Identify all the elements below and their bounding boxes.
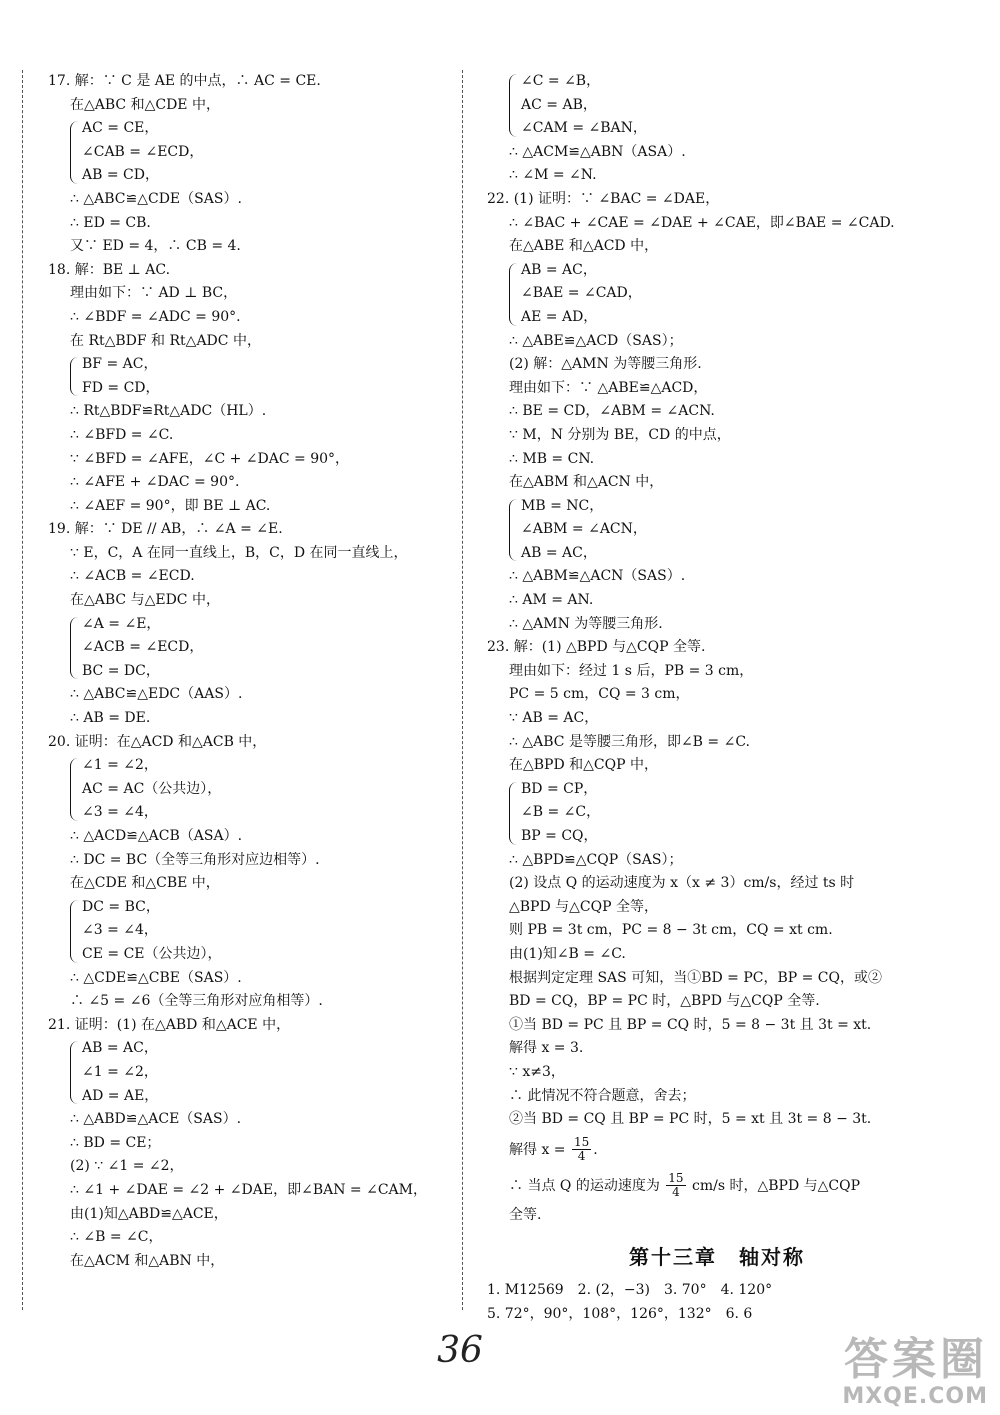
q22-line3: 在△ABE 和△ACD 中，	[509, 238, 659, 255]
q18-system	[48, 353, 448, 400]
q23-sys-3: BP = CQ，	[521, 828, 598, 844]
q21b-system	[487, 70, 947, 141]
brace-icon	[509, 263, 518, 326]
q21b-sys-3: ∠CAM = ∠BAN，	[521, 120, 647, 137]
q22-sys2-1: MB = NC，	[521, 497, 604, 514]
q21b-line2: ∴ ∠M = ∠N.	[509, 167, 597, 184]
q22-sys2-3: AB = AC，	[521, 544, 597, 561]
fraction-15-4	[572, 1136, 591, 1163]
q17-line1: 17. 解：∵ C 是 AE 的中点，∴ AC = CE.	[48, 73, 321, 89]
q23-system	[487, 778, 947, 849]
brace-icon	[70, 758, 79, 821]
q23-line13: BD = CQ，BP = PC 时，△BPD 与△CQP 全等.	[509, 993, 820, 1010]
q23-line19	[487, 1132, 947, 1168]
q23-line6: 在△BPD 和△CQP 中，	[509, 757, 658, 774]
q22-line4: ∴ △ABE≌△ACD（SAS）；	[509, 332, 683, 349]
q20-line5: ∴ △CDE≌△CBE（SAS）.	[70, 969, 242, 986]
q22-line12: ∴ AM = AN.	[509, 592, 594, 609]
q22-line7: ∴ BE = CD，∠ABM = ∠ACN.	[509, 403, 715, 420]
q22-system1	[487, 259, 947, 330]
fraction-numerator: 15	[668, 1171, 684, 1186]
q20-line1: 20. 证明：在△ACD 和△ACB 中，	[48, 733, 267, 750]
q18-line5: ∴ Rt△BDF≌Rt△ADC（HL）.	[70, 403, 267, 420]
q20-sys2-1: DC = BC，	[82, 898, 160, 915]
q21-line2: ∴ △ABD≌△ACE（SAS）.	[70, 1111, 242, 1128]
q18-line6: ∴ ∠BFD = ∠C.	[70, 426, 174, 443]
fraction-numerator: 15	[573, 1135, 590, 1150]
q23-sys-2: ∠B = ∠C，	[521, 804, 601, 821]
q22-sys2-2: ∠ABM = ∠ACN，	[521, 521, 647, 538]
q20-sys2-3: CE = CE（公共边），	[82, 945, 222, 962]
q20-line2: ∴ △ACD≌△ACB（ASA）.	[70, 828, 243, 844]
q17-sys-1: AC = CE，	[82, 120, 159, 137]
brace-icon	[70, 1041, 79, 1104]
q18-line2: 理由如下：∵ AD ⊥ BC，	[70, 285, 238, 302]
q21b-line1: ∴ △ACM≌△ABN（ASA）.	[509, 143, 686, 160]
q23-line9: △BPD 与△CQP 全等，	[509, 898, 658, 915]
q18-line7: ∵ ∠BFD = ∠AFE，∠C + ∠DAC = 90°，	[70, 450, 350, 467]
q23-line1: 23. 解：(1) △BPD 与△CQP 全等.	[487, 639, 706, 656]
q22-system2	[487, 495, 947, 566]
q20-line6: ∴ ∠5 = ∠6（全等三角形对应角相等）.	[70, 993, 323, 1010]
q18-line1: 18. 解：BE ⊥ AC.	[48, 261, 171, 278]
right-column	[487, 70, 947, 1327]
q19-line3: ∴ ∠ACB = ∠ECD.	[70, 568, 195, 585]
q21-line3: ∴ BD = CE；	[70, 1134, 161, 1151]
fraction-denominator: 4	[577, 1149, 586, 1164]
q22-line9: ∴ MB = CN.	[509, 450, 595, 467]
q23-line20-end: cm/s 时，△BPD 与△CQP	[692, 1177, 861, 1194]
q21b-sys-1: ∠C = ∠B，	[521, 73, 601, 89]
q19-sys-1: ∠A = ∠E，	[82, 615, 161, 632]
q20-line4: 在△CDE 和△CBE 中，	[70, 875, 220, 892]
q22-line6: 理由如下：∵ △ABE≌△ACD，	[509, 379, 708, 396]
watermark-logo	[788, 1335, 988, 1409]
q22-sys1-3: AE = AD，	[521, 308, 598, 325]
q23-line10: 则 PB = 3t cm，PC = 8 − 3t cm，CQ = xt cm.	[509, 922, 833, 939]
q22-sys1-2: ∠BAE = ∠CAD，	[521, 285, 642, 302]
q21-line6: 由(1)知△ABD≌△ACE，	[70, 1205, 228, 1222]
q21-system	[48, 1037, 448, 1108]
q23-line19-text: 解得 x =	[509, 1141, 566, 1158]
q23-line17: ∴ 此情况不符合题意，舍去；	[509, 1087, 696, 1104]
chapter-title: 第十三章 轴对称	[629, 1245, 805, 1270]
q22-line8: ∵ M，N 分别为 BE，CD 的中点，	[509, 426, 731, 443]
q18-line3: ∴ ∠BDF = ∠ADC = 90°.	[70, 308, 241, 325]
q17-line4: ∴ ED = CB.	[70, 214, 151, 231]
chapter-answers-2: 5. 72°，90°，108°，126°，132° 6. 6	[487, 1305, 753, 1322]
q18-line4: 在 Rt△BDF 和 Rt△ADC 中，	[70, 332, 261, 349]
brace-icon	[509, 74, 518, 137]
q20-sys1-1: ∠1 = ∠2，	[82, 757, 158, 774]
watermark-cn: 答案圈	[844, 1334, 988, 1385]
q21-sys-1: AB = AC，	[82, 1040, 158, 1057]
q17-line3: ∴ △ABC≌△CDE（SAS）.	[70, 190, 242, 207]
q21-sys-3: AD = AE，	[82, 1087, 159, 1104]
q23-line11: 由(1)知∠B = ∠C.	[509, 945, 626, 962]
q20-sys2-2: ∠3 = ∠4，	[82, 922, 158, 939]
page-number: 36	[437, 1330, 483, 1371]
q21-line8: 在△ACM 和△ABN 中，	[70, 1252, 225, 1269]
q17-line2: 在△ABC 和△CDE 中，	[70, 96, 220, 113]
q17-sys-2: ∠CAB = ∠ECD，	[82, 143, 204, 160]
brace-icon	[70, 617, 79, 680]
q23-line20-text: ∴ 当点 Q 的运动速度为	[509, 1177, 660, 1194]
q23-line16: ∵ x≠3，	[509, 1063, 565, 1080]
column-divider	[462, 70, 463, 1310]
q23-line15: 解得 x = 3.	[509, 1040, 584, 1057]
q22-sys1-1: AB = AC，	[521, 261, 597, 278]
q20-sys1-3: ∠3 = ∠4，	[82, 804, 158, 821]
q23-line2: 理由如下：经过 1 s 后，PB = 3 cm，	[509, 662, 754, 679]
q18-sys-1: BF = AC，	[82, 356, 158, 373]
q20-system1	[48, 754, 448, 825]
fraction-15-4	[666, 1172, 685, 1199]
brace-icon	[70, 357, 79, 396]
q23-line7: ∴ △BPD≌△CQP（SAS）；	[509, 851, 683, 868]
brace-icon	[70, 121, 79, 184]
chapter-answers-1: 1. M12569 2. (2，−3) 3. 70° 4. 120°	[487, 1282, 773, 1299]
q22-line1: 22. (1) 证明：∵ ∠BAC = ∠DAE，	[487, 190, 720, 207]
q18-line9: ∴ ∠AEF = 90°，即 BE ⊥ AC.	[70, 497, 271, 514]
left-column	[48, 70, 448, 1273]
q22-line2: ∴ ∠BAC + ∠CAE = ∠DAE + ∠CAE，即∠BAE = ∠CAD.	[509, 214, 895, 231]
q23-line5: ∴ △ABC 是等腰三角形，即∠B = ∠C.	[509, 733, 750, 750]
q22-line10: 在△ABM 和△ACN 中，	[509, 474, 664, 491]
q21b-sys-2: AC = AB，	[521, 96, 597, 113]
brace-icon	[70, 900, 79, 963]
q20-system2	[48, 896, 448, 967]
q22-line11: ∴ △ABM≌△ACN（SAS）.	[509, 568, 686, 585]
q20-sys1-2: AC = AC（公共边），	[82, 780, 222, 797]
q19-line4: 在△ABC 与△EDC 中，	[70, 592, 220, 609]
q22-line5: (2) 解：△AMN 为等腰三角形.	[509, 356, 702, 373]
q21-line5: ∴ ∠1 + ∠DAE = ∠2 + ∠DAE，即∠BAN = ∠CAM，	[70, 1181, 427, 1198]
q23-line3: PC = 5 cm，CQ = 3 cm，	[509, 686, 690, 703]
q23-sys-1: BD = CP，	[521, 780, 598, 797]
brace-icon	[509, 782, 518, 845]
q21-line1: 21. 证明：(1) 在△ABD 和△ACE 中，	[48, 1016, 291, 1033]
q17-system	[48, 117, 448, 188]
q19-line6: ∴ AB = DE.	[70, 710, 151, 727]
watermark-en: MXQE.COM	[842, 1384, 988, 1409]
q23-line14: ①当 BD = PC 且 BP = CQ 时，5 = 8 − 3t 且 3t = xt.	[509, 1016, 872, 1033]
q23-line20	[487, 1168, 947, 1204]
left-margin-divider	[22, 70, 23, 1310]
q19-sys-2: ∠ACB = ∠ECD，	[82, 639, 204, 656]
q20-line3: ∴ DC = BC（全等三角形对应边相等）.	[70, 851, 320, 868]
q22-line13: ∴ △AMN 为等腰三角形.	[509, 615, 663, 632]
q23-line12: 根据判定定理 SAS 可知，当①BD = PC，BP = CQ，或②	[509, 969, 882, 986]
q17-line5: 又∵ ED = 4，∴ CB = 4.	[70, 238, 241, 255]
q23-line19-end: .	[593, 1141, 598, 1158]
q23-line21: 全等.	[509, 1206, 542, 1223]
q21-line7: ∴ ∠B = ∠C，	[70, 1229, 163, 1246]
q19-line2: ∵ E，C，A 在同一直线上，B，C，D 在同一直线上，	[70, 544, 408, 561]
q18-line8: ∴ ∠AFE + ∠DAC = 90°.	[70, 474, 240, 491]
q23-line8: (2) 设点 Q 的运动速度为 x（x ≠ 3）cm/s，经过 ts 时	[509, 875, 855, 892]
q23-line18: ②当 BD = CQ 且 BP = PC 时，5 = xt 且 3t = 8 − 3t.	[509, 1111, 872, 1128]
brace-icon	[509, 499, 518, 562]
q19-line1: 19. 解：∵ DE // AB，∴ ∠A = ∠E.	[48, 521, 283, 538]
q19-sys-3: BC = DC，	[82, 662, 160, 679]
q21-line4: (2) ∵ ∠1 = ∠2，	[70, 1158, 184, 1175]
q21-sys-2: ∠1 = ∠2，	[82, 1063, 158, 1080]
q19-system	[48, 613, 448, 684]
q18-sys-2: FD = CD，	[82, 379, 160, 396]
q23-line4: ∵ AB = AC，	[509, 710, 599, 727]
q17-sys-3: AB = CD，	[82, 167, 159, 184]
q19-line5: ∴ △ABC≌△EDC（AAS）.	[70, 686, 243, 703]
fraction-denominator: 4	[672, 1185, 680, 1200]
